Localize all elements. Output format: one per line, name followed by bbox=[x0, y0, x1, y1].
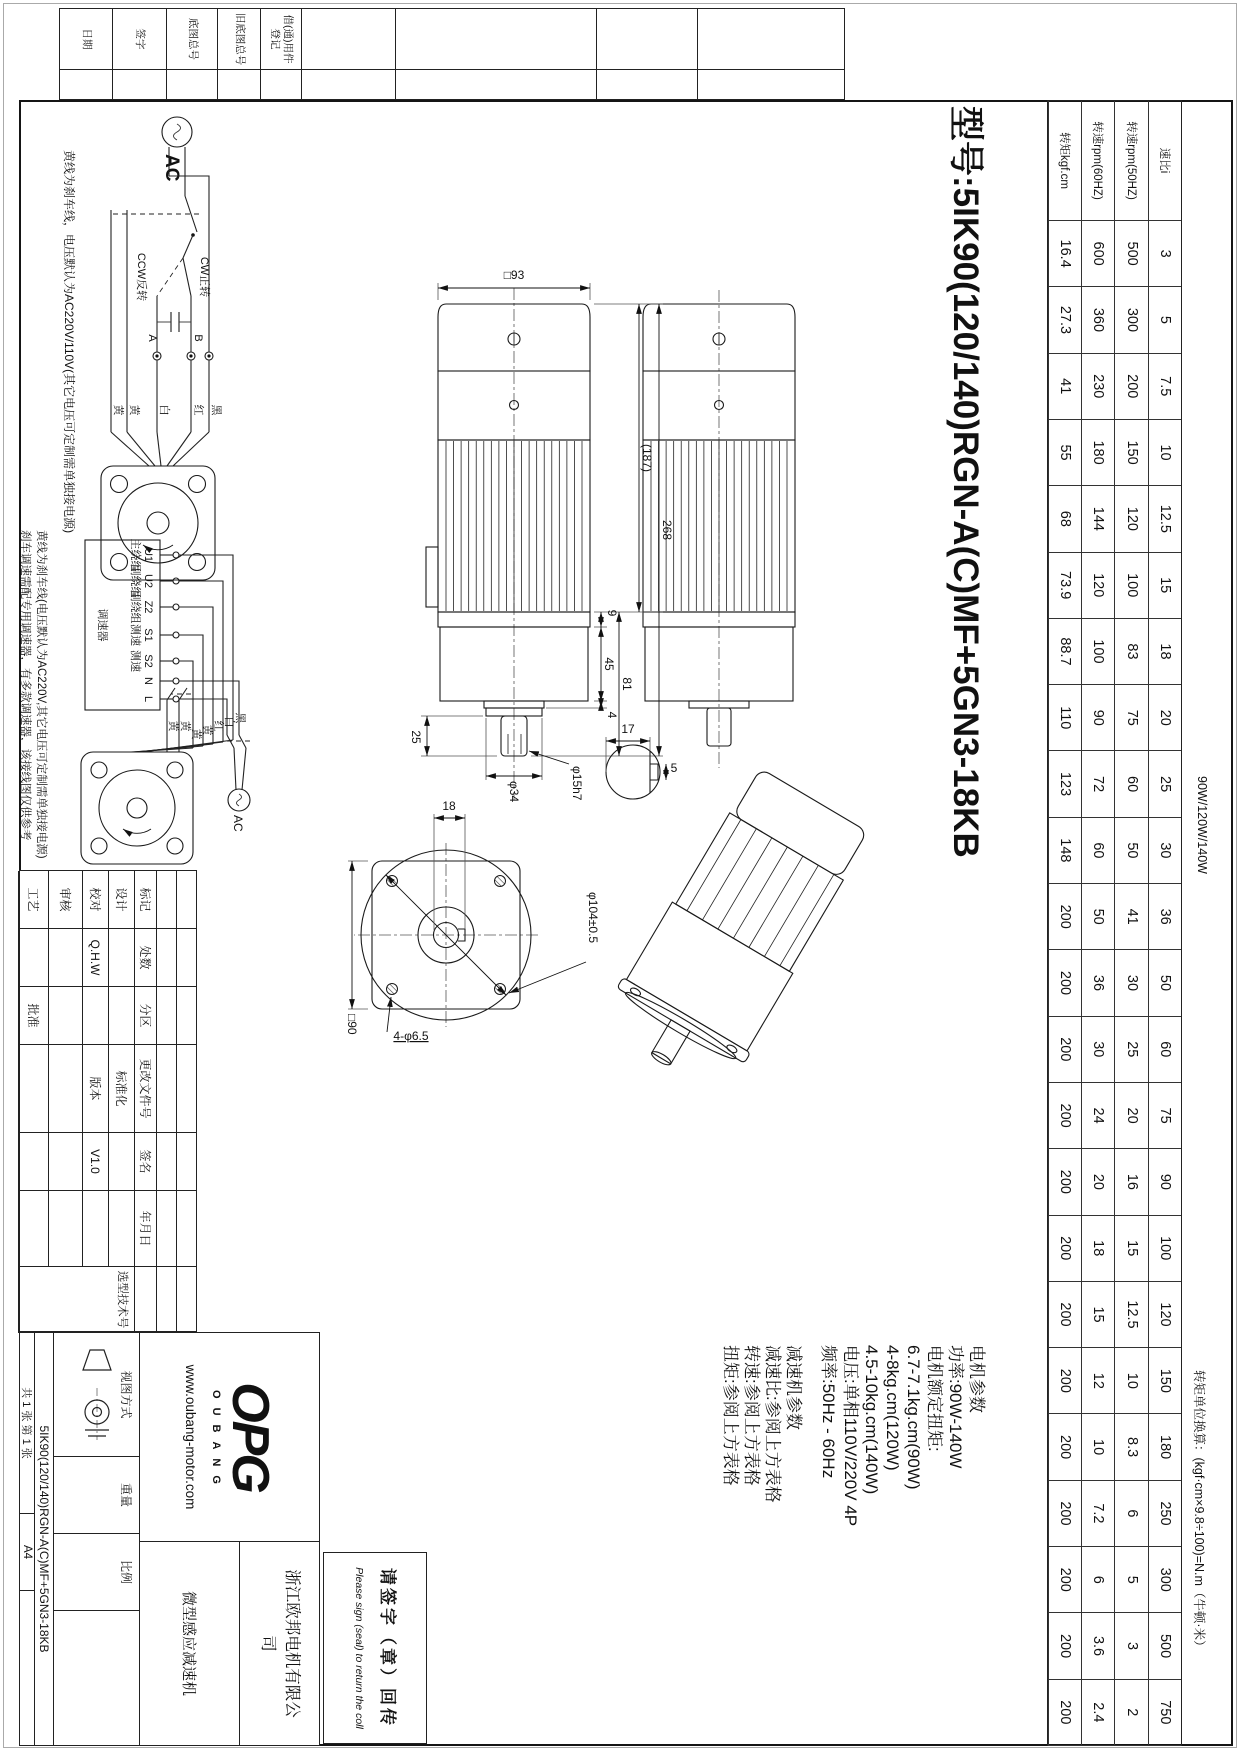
ratio-table-cell: 120 bbox=[1148, 1282, 1181, 1348]
ratio-table-cell: 100 bbox=[1081, 619, 1114, 685]
title-block-cell-empty bbox=[156, 1045, 176, 1133]
terminal-label: U2 bbox=[142, 573, 154, 589]
ratio-table-cell: 16 bbox=[1115, 1149, 1148, 1215]
margin-record-block bbox=[59, 8, 845, 100]
title-block-cell: 分区 bbox=[134, 987, 156, 1045]
title-block-cell-empty bbox=[48, 987, 82, 1045]
ratio-table-cell: 18 bbox=[1081, 1216, 1114, 1282]
ratio-table-cell: 60 bbox=[1115, 751, 1148, 817]
cw-label: CW正转 bbox=[198, 256, 210, 298]
ratio-table-cell: 200 bbox=[1048, 1083, 1081, 1149]
terminal-label: N bbox=[142, 677, 154, 685]
model-number-title: 型号:5IK90(120/140)RGN-A(C)MF+5GN3-18KB bbox=[946, 106, 985, 858]
ratio-table-cell: 5 bbox=[1148, 287, 1181, 353]
wiring-diagram-2 bbox=[19, 530, 250, 864]
drawing-number-cell: 5IK90(120/140)RGN-A(C)MF+5GN3-18KB bbox=[34, 1332, 54, 1746]
dim-label-holes: 4-φ6.5 bbox=[393, 1029, 429, 1043]
ccw-label: CCW反转 bbox=[135, 252, 147, 302]
ratio-table-cell: 50 bbox=[1081, 884, 1114, 950]
sheet-count-cell: 共 1 张 第 1 张 bbox=[19, 1332, 35, 1514]
title-block-cell-empty bbox=[108, 987, 134, 1045]
winding-label: 主绕组 bbox=[129, 538, 141, 572]
ratio-table-cell: 60 bbox=[1081, 818, 1114, 884]
terminal-label: S1 bbox=[142, 628, 154, 642]
ratio-table-cell: 120 bbox=[1081, 553, 1114, 619]
ratio-table-cell: 50 bbox=[1115, 818, 1148, 884]
ratio-table-cell: 8.3 bbox=[1115, 1414, 1148, 1480]
ratio-table-cell: 6 bbox=[1081, 1547, 1114, 1613]
ratio-table-cell: 123 bbox=[1048, 751, 1081, 817]
ratio-table-cell: 24 bbox=[1081, 1083, 1114, 1149]
param-line: 转速:参阅上方表格 bbox=[742, 1345, 762, 1486]
ratio-table-cell: 180 bbox=[1148, 1414, 1181, 1480]
title-block-cell-empty bbox=[176, 1045, 196, 1133]
ratio-table-cell: 30 bbox=[1115, 950, 1148, 1016]
title-block-cell: 版本 bbox=[82, 1045, 108, 1133]
wire-color-label: 黄 bbox=[128, 404, 140, 416]
power-rating-note: 90W/120W/140W bbox=[1195, 776, 1209, 874]
ratio-table-cell: 180 bbox=[1081, 420, 1114, 486]
title-block-cell-empty bbox=[156, 929, 176, 987]
title-block-cell: 签名 bbox=[134, 1133, 156, 1191]
mounting-hole bbox=[495, 876, 506, 887]
ratio-table-cell: 200 bbox=[1048, 1680, 1081, 1746]
terminal-label: L bbox=[142, 695, 154, 703]
ratio-table-cell: 200 bbox=[1048, 884, 1081, 950]
scale-cell bbox=[53, 1533, 140, 1611]
wire-color-label: 黄 bbox=[112, 404, 124, 416]
winding-label: 测速 bbox=[129, 624, 141, 646]
ratio-table-cell: 200 bbox=[1048, 1414, 1081, 1480]
ratio-table-cell: 41 bbox=[1048, 354, 1081, 420]
title-block-cell-empty bbox=[156, 1133, 176, 1191]
title-block-cell: 批准 bbox=[18, 987, 48, 1045]
ratio-table-cell: 144 bbox=[1081, 486, 1114, 552]
title-block-cell-empty bbox=[176, 929, 196, 987]
weight-label: 重量 bbox=[119, 1482, 133, 1507]
ratio-table-cell: 200 bbox=[1048, 1149, 1081, 1215]
ratio-table-cell: 300 bbox=[1115, 287, 1148, 353]
stamp-cn-text: 请签字（章）回传 bbox=[378, 1568, 397, 1728]
dim-label-5: 5 bbox=[670, 761, 678, 775]
param-line: 减速机参数 bbox=[784, 1345, 804, 1430]
ratio-table-header: 转矩kgf.cm bbox=[1048, 101, 1081, 221]
param-line: 4-8kg.cm(120W) bbox=[882, 1345, 902, 1471]
ratio-table-cell: 100 bbox=[1115, 553, 1148, 619]
title-block-cell: V1.0 bbox=[82, 1133, 108, 1191]
ratio-table-cell: 6 bbox=[1115, 1481, 1148, 1547]
title-block-cell-empty bbox=[156, 871, 176, 929]
sign-and-return-stamp bbox=[323, 1552, 427, 1744]
title-block-cell-empty bbox=[156, 987, 176, 1045]
ratio-table-cell: 148 bbox=[1048, 818, 1081, 884]
ratio-table-cell: 10 bbox=[1148, 420, 1181, 486]
ratio-table-cell: 2 bbox=[1115, 1680, 1148, 1746]
title-block-cell: 设计 bbox=[108, 871, 134, 929]
website-text: www.oubang-motor.com bbox=[183, 1364, 198, 1510]
title-block-cell: 更改文件号 bbox=[134, 1045, 156, 1133]
ratio-table-cell: 500 bbox=[1115, 221, 1148, 287]
dim-label-45: 45 bbox=[602, 657, 616, 671]
title-block-cell-empty bbox=[134, 1267, 156, 1333]
ratio-table-cell: 3 bbox=[1115, 1613, 1148, 1679]
ratio-table-cell: 12.5 bbox=[1115, 1282, 1148, 1348]
param-line: 减速比:参阅上方表格 bbox=[763, 1345, 783, 1503]
ratio-table-cell: 500 bbox=[1148, 1613, 1181, 1679]
company-name: 浙江欧邦电机有限公司 bbox=[259, 1569, 302, 1718]
dim-label-34: φ34 bbox=[507, 781, 521, 803]
param-line: 功率:90W-140W bbox=[945, 1345, 965, 1469]
ratio-table-cell: 360 bbox=[1081, 287, 1114, 353]
margin-row-empty bbox=[301, 9, 395, 99]
dim-label-25: 25 bbox=[409, 730, 423, 744]
ratio-table-cell: 750 bbox=[1148, 1680, 1181, 1746]
wiring2-note-1: 黄线为刹车线(电压默认为AC220V,其它电压可定制需单独接电源) bbox=[35, 530, 47, 859]
title-block-cell-empty bbox=[156, 1191, 176, 1267]
ratio-table-cell: 200 bbox=[1048, 1481, 1081, 1547]
wire-color-label: 红 bbox=[192, 404, 204, 416]
ratio-table-cell: 2.4 bbox=[1081, 1680, 1114, 1746]
dim-label-93: □93 bbox=[503, 268, 525, 282]
ratio-table-cell: 10 bbox=[1081, 1414, 1114, 1480]
ratio-table-cell: 30 bbox=[1081, 1017, 1114, 1083]
wire-color-label: 黑 bbox=[210, 404, 222, 416]
stamp-en-text: Please sign (seal) to return the coll bbox=[353, 1567, 365, 1729]
ratio-table-cell: 73.9 bbox=[1048, 553, 1081, 619]
wire-color-label: 黑 bbox=[234, 712, 246, 724]
dim-label-18: 18 bbox=[442, 799, 456, 813]
wire-color-label: 黄 bbox=[190, 728, 202, 740]
ratio-table-cell: 200 bbox=[1048, 950, 1081, 1016]
title-block-revision-grid bbox=[19, 870, 197, 1332]
margin-row-old-master: 旧底图总号 bbox=[217, 9, 260, 99]
product-name-cell bbox=[139, 1541, 240, 1746]
ratio-table-cell: 18 bbox=[1148, 619, 1181, 685]
title-block-cell-empty bbox=[108, 1191, 134, 1267]
ratio-table-cell: 75 bbox=[1148, 1083, 1181, 1149]
ratio-table-cell: 15 bbox=[1115, 1216, 1148, 1282]
margin-row-empty bbox=[697, 9, 844, 99]
title-block-cell-empty bbox=[108, 929, 134, 987]
ratio-table-cell: 7.2 bbox=[1081, 1481, 1114, 1547]
ratio-table-cell: 10 bbox=[1115, 1348, 1148, 1414]
title-block-cell-empty bbox=[48, 1045, 82, 1133]
title-block-cell-empty bbox=[176, 1267, 196, 1333]
title-block-cell-empty bbox=[48, 929, 82, 987]
terminal-a-label: A bbox=[146, 334, 158, 342]
param-line: 扭矩:参阅上方表格 bbox=[721, 1345, 741, 1486]
ratio-table-cell: 12 bbox=[1081, 1348, 1114, 1414]
dim-label-9: 9 bbox=[605, 609, 619, 617]
title-block-cell-empty bbox=[82, 1191, 108, 1267]
view-mode-label: 视图方式 bbox=[119, 1370, 133, 1419]
title-block-cell-empty bbox=[176, 1191, 196, 1267]
title-block-cell-empty bbox=[156, 1267, 176, 1333]
mounting-hole bbox=[387, 984, 398, 995]
title-block-cell: 标记 bbox=[134, 871, 156, 929]
scale-label: 比例 bbox=[119, 1559, 133, 1584]
view-key-section bbox=[606, 722, 678, 799]
param-line: 6.7-7.1kg.cm(90W) bbox=[903, 1345, 923, 1490]
margin-row-empty bbox=[596, 9, 697, 99]
dim-label-90: □90 bbox=[345, 1014, 359, 1035]
company-name-cell bbox=[239, 1541, 320, 1746]
dim-label-187: (187) bbox=[640, 443, 654, 473]
ratio-table-cell: 110 bbox=[1048, 685, 1081, 751]
wire-color-label: 白 bbox=[223, 716, 235, 728]
dim-label-81: 81 bbox=[620, 677, 634, 691]
title-block-cell-empty bbox=[18, 1191, 48, 1267]
weight-cell bbox=[53, 1456, 140, 1534]
param-line: 4.5-10kg.cm(140W) bbox=[861, 1345, 881, 1495]
wire-color-label: 红 bbox=[212, 720, 224, 732]
ratio-table-cell: 20 bbox=[1115, 1083, 1148, 1149]
wire-color-label: 黄 bbox=[179, 720, 191, 732]
title-block-cell-empty bbox=[48, 1191, 82, 1267]
ratio-table-cell: 150 bbox=[1148, 1348, 1181, 1414]
ratio-table-cell: 90 bbox=[1148, 1149, 1181, 1215]
motor-views-drawing bbox=[317, 100, 1047, 1746]
ratio-table-cell: 30 bbox=[1148, 818, 1181, 884]
ratio-table-cell: 120 bbox=[1115, 486, 1148, 552]
winding-label: 测速 bbox=[129, 650, 141, 672]
ratio-table-cell: 250 bbox=[1148, 1481, 1181, 1547]
wiring-diagram-1 bbox=[62, 117, 223, 580]
title-block-cell-empty bbox=[108, 1133, 134, 1191]
ac-label: AC bbox=[161, 154, 182, 182]
title-block-cell: 工艺 bbox=[18, 871, 48, 929]
terminal-label: S2 bbox=[142, 654, 154, 668]
wire-color-label: 白 bbox=[158, 404, 170, 416]
ratio-table-header: 转速rpm(60HZ) bbox=[1081, 101, 1114, 221]
title-block-cell-empty bbox=[18, 1045, 48, 1133]
ratio-table-cell: 200 bbox=[1048, 1613, 1081, 1679]
ratio-table-cell: 5 bbox=[1115, 1547, 1148, 1613]
controller-label: 调速器 bbox=[96, 608, 108, 642]
ratio-table-cell: 230 bbox=[1081, 354, 1114, 420]
ratio-table-cell: 15 bbox=[1148, 553, 1181, 619]
blank-cell bbox=[19, 1590, 35, 1746]
ratio-table-cell: 55 bbox=[1048, 420, 1081, 486]
title-block-cell: Q.H.W bbox=[82, 929, 108, 987]
product-name: 微型感应减速机 bbox=[180, 1590, 197, 1696]
param-line: 频率:50Hz - 60Hz bbox=[819, 1345, 839, 1479]
view-mode-cell bbox=[53, 1332, 140, 1457]
margin-row-signature: 签字 bbox=[112, 9, 166, 99]
ac-label: AC bbox=[231, 815, 245, 832]
ratio-table-cell: 150 bbox=[1115, 420, 1148, 486]
margin-row-empty bbox=[395, 9, 596, 99]
title-block-cell: 选型技术号 bbox=[18, 1267, 134, 1333]
ratio-table-cell: 72 bbox=[1081, 751, 1114, 817]
ratio-table-cell: 25 bbox=[1148, 751, 1181, 817]
ratio-table-cell: 15 bbox=[1081, 1282, 1114, 1348]
title-block-cell-empty bbox=[176, 1133, 196, 1191]
ratio-table-cell: 3 bbox=[1148, 221, 1181, 287]
speed-ratio-table bbox=[1047, 100, 1182, 1746]
ratio-table-cell: 600 bbox=[1081, 221, 1114, 287]
ratio-table-cell: 75 bbox=[1115, 685, 1148, 751]
title-block-cell: 校对 bbox=[82, 871, 108, 929]
title-block-cell-empty bbox=[176, 871, 196, 929]
ratio-table-cell: 7.5 bbox=[1148, 354, 1181, 420]
winding-label: 副绕组 bbox=[129, 564, 141, 598]
dim-label-268: 268 bbox=[660, 519, 674, 541]
ratio-table-cell: 20 bbox=[1148, 685, 1181, 751]
ratio-table-cell: 200 bbox=[1048, 1348, 1081, 1414]
first-angle-projection-icon bbox=[76, 1340, 118, 1450]
margin-row-master: 底图总号 bbox=[166, 9, 217, 99]
title-block-cell-empty bbox=[18, 1133, 48, 1191]
ratio-table-header: 转速rpm(50HZ) bbox=[1115, 101, 1148, 221]
terminal-label: Z2 bbox=[142, 600, 154, 614]
motor-face-2 bbox=[81, 752, 193, 864]
ratio-table-cell: 200 bbox=[1048, 1282, 1081, 1348]
ratio-table-cell: 200 bbox=[1048, 1547, 1081, 1613]
ratio-table-cell: 300 bbox=[1148, 1547, 1181, 1613]
wire-color-label: 黄 bbox=[167, 720, 179, 732]
winding-label: 副绕组 bbox=[129, 590, 141, 624]
ratio-table-cell: 12.5 bbox=[1148, 486, 1181, 552]
ratio-table-cell: 3.6 bbox=[1081, 1613, 1114, 1679]
brand-logo: OPG bbox=[221, 1382, 279, 1492]
title-block-cell-empty bbox=[82, 987, 108, 1045]
title-block-main bbox=[19, 1332, 320, 1746]
dim-label-17: 17 bbox=[621, 722, 635, 736]
ratio-table-cell: 68 bbox=[1048, 486, 1081, 552]
title-block-cell-empty bbox=[176, 987, 196, 1045]
ratio-table-cell: 83 bbox=[1115, 619, 1148, 685]
ratio-table-cell: 200 bbox=[1048, 1017, 1081, 1083]
dim-label-4: 4 bbox=[605, 711, 619, 719]
wiring1-note: 黄线为刹车线，电压默认为AC220V/110V(其它电压可定制需单独接电源) bbox=[62, 150, 76, 534]
param-line: 电机参数 bbox=[967, 1345, 986, 1413]
title-block-cell-empty bbox=[18, 929, 48, 987]
terminal-box-bump bbox=[426, 547, 438, 607]
ratio-table-cell: 20 bbox=[1081, 1149, 1114, 1215]
view-isometric bbox=[596, 762, 878, 1099]
title-block-cell: 年月日 bbox=[134, 1191, 156, 1267]
torque-conversion-note: 转矩单位换算：(kgf·cm×9.8÷100)=N.m（牛顿·米） bbox=[1192, 1370, 1206, 1653]
title-block-cell: 标准化 bbox=[108, 1045, 134, 1133]
ratio-table-cell: 200 bbox=[1115, 354, 1148, 420]
ratio-table-header: 速比i bbox=[1148, 101, 1181, 221]
param-line: 电压:单相110V/220V 4P bbox=[840, 1345, 860, 1527]
view-mounting-face bbox=[345, 799, 600, 1043]
ratio-table-cell: 50 bbox=[1148, 950, 1181, 1016]
brand-sub-logo: OUBANG bbox=[210, 1390, 222, 1493]
ratio-table-cell: 16.4 bbox=[1048, 221, 1081, 287]
ratio-table-cell: 41 bbox=[1115, 884, 1148, 950]
margin-row-borrow: 借(通)用件登记 bbox=[260, 9, 301, 99]
ratio-table-cell: 90 bbox=[1081, 685, 1114, 751]
wiring2-note-2: 刹车调速需配专用调速器，有多款调速器，该接线图仅供参考 bbox=[19, 530, 31, 841]
ratio-table-cell: 100 bbox=[1148, 1216, 1181, 1282]
blank-cell bbox=[53, 1610, 140, 1746]
param-line: 电机额定扭矩: bbox=[924, 1345, 944, 1452]
title-block-cell-empty bbox=[48, 1133, 82, 1191]
ratio-table-cell: 88.7 bbox=[1048, 619, 1081, 685]
terminal-label: U1 bbox=[142, 547, 154, 563]
title-block-cell: 审核 bbox=[48, 871, 82, 929]
ratio-table-cell: 36 bbox=[1148, 884, 1181, 950]
dim-label-104: φ104±0.5 bbox=[586, 892, 600, 944]
logo-cell bbox=[139, 1332, 320, 1542]
wire-color-label: 黄 bbox=[201, 724, 213, 736]
title-block-cell: 处数 bbox=[134, 929, 156, 987]
paper-size-cell: A4 bbox=[19, 1513, 35, 1591]
margin-row-date: 日期 bbox=[60, 9, 112, 99]
ratio-table-cell: 27.3 bbox=[1048, 287, 1081, 353]
ratio-table-cell: 200 bbox=[1048, 1216, 1081, 1282]
motor-face-1 bbox=[101, 466, 215, 580]
ratio-table-cell: 25 bbox=[1115, 1017, 1148, 1083]
wiring-diagrams bbox=[19, 100, 319, 868]
ratio-table-cell: 36 bbox=[1081, 950, 1114, 1016]
ratio-table-cell: 60 bbox=[1148, 1017, 1181, 1083]
dim-label-15h7: φ15h7 bbox=[570, 766, 584, 801]
terminal-b-label: B bbox=[192, 334, 204, 342]
